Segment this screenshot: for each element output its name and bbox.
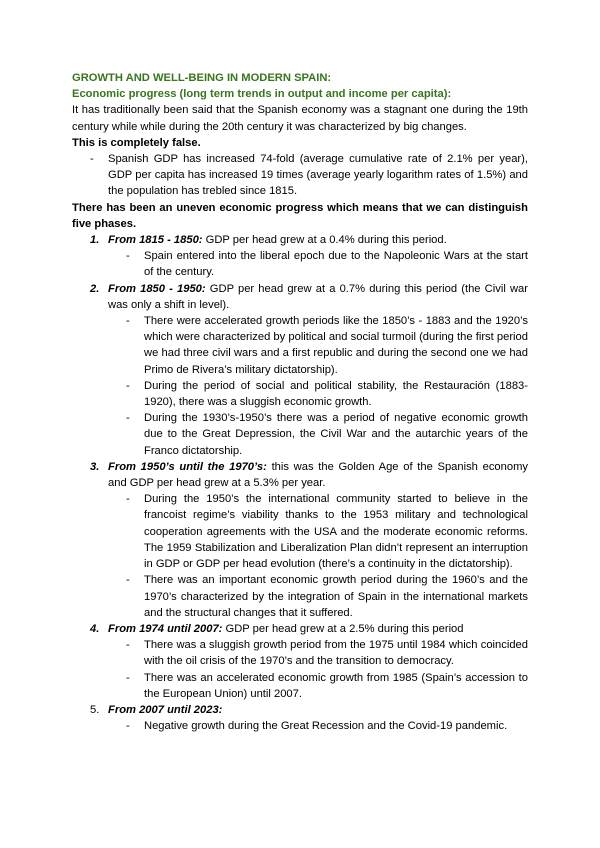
- phase-text: this was the Golden Age of the Spanish economy and GDP per head grew at a 5.3% per year.: [108, 460, 528, 490]
- phase-label: From 1850 - 1950:: [108, 282, 206, 295]
- phase-item: [72, 459, 528, 491]
- bullet-marker: -: [90, 153, 94, 166]
- bullet-marker: -: [126, 379, 130, 392]
- phase-bullet-text: There was an accelerated economic growth from 1985 (Spain’s accession to the European Union) until 2007.: [144, 671, 528, 700]
- phase-item: [72, 702, 528, 718]
- phase-label: From 1974 until 2007:: [108, 622, 223, 635]
- bullet-marker: -: [126, 315, 130, 328]
- phase-bullet-text: There was a sluggish growth period from the 1975 until 1984 which coincided with the oil crisis of the 1970’s and the transition to democracy.: [144, 639, 528, 668]
- phase-bullet: [72, 572, 528, 621]
- phase-bullet: [72, 637, 528, 669]
- phase-bullet-text: During the 1950’s the international community started to believe in the francoist regime’s viability thanks to the 1953 military and technological cooperation agreements with the USA and the moderate economic reforms. The 1959 Stabilization and Liberalization Plan didn’t represent an interruption in GDP or GDP per head evolution (there’s a continuity in the dictatorship).: [144, 493, 528, 571]
- phase-item: [72, 281, 528, 313]
- phase-text: GDP per head grew at a 0.7% during this period (the Civil war was only a shift in level).: [108, 282, 528, 311]
- phase-bullet-text: There were accelerated growth periods like the 1850’s - 1883 and the 1920’s which were characterized by political and social turmoil (during the first period we had three civil wars and a first republic and during the second one we had Primo de Rivera’s military dictatorship).: [144, 315, 528, 376]
- phase-bullet: [72, 313, 528, 378]
- intro-emphasis: This is completely false.: [72, 136, 201, 149]
- phase-bullet-text: Negative growth during the Great Recession and the Covid-19 pandemic.: [144, 720, 508, 733]
- intro-bullet-text: Spanish GDP has increased 74-fold (average cumulative rate of 2.1% per year), GDP per capita has increased 19 times (average yearly logarithm rates of 1.5%) and the population has trebled since 1815.: [108, 153, 528, 198]
- bullet-marker: -: [126, 639, 130, 652]
- phase-bullet: [72, 248, 528, 280]
- phase-number: 5.: [90, 703, 100, 716]
- section-subtitle: Economic progress (long term trends in output and income per capita):: [72, 88, 452, 101]
- phase-item: [72, 232, 528, 248]
- bullet-marker: -: [126, 574, 130, 587]
- phase-bullet: [72, 491, 528, 572]
- bullet-marker: -: [126, 412, 130, 425]
- phase-bullet: [72, 410, 528, 459]
- phase-number: 4.: [90, 622, 100, 635]
- phase-number: 2.: [90, 282, 100, 295]
- phase-label: From 2007 until 2023:: [108, 703, 223, 716]
- intro-paragraph: It has traditionally been said that the Spanish economy was a stagnant one during the 19th century while while during the 20th century it was characterized by big changes.: [72, 104, 528, 133]
- phase-bullet: [72, 378, 528, 410]
- phase-bullet-text: During the period of social and political stability, the Restauración (1883-1920), there was a sluggish economic growth.: [144, 379, 528, 409]
- bullet-marker: -: [126, 493, 130, 506]
- phase-bullet-text: There was an important economic growth period during the 1960’s and the 1970’s characterized by the integration of Spain in the international markets and the structural changes that it suffered.: [144, 574, 528, 619]
- bullet-marker: -: [126, 720, 130, 733]
- phase-bullet-text: During the 1930’s-1950’s there was a period of negative economic growth due to the Great Depression, the Civil War and the autarchic years of the Franco dictatorship.: [144, 412, 528, 457]
- document-page: [72, 70, 528, 734]
- phase-bullet: [72, 718, 528, 734]
- phases-intro: There has been an uneven economic progress which means that we can distinguish five phases.: [72, 201, 528, 230]
- phase-number: 3.: [90, 460, 100, 473]
- phase-text: GDP per head grew at a 0.4% during this period.: [202, 234, 447, 247]
- bullet-marker: -: [126, 671, 130, 684]
- phase-label: From 1815 - 1850:: [108, 234, 203, 247]
- phase-bullet-text: Spain entered into the liberal epoch due to the Napoleonic Wars at the start of the century.: [144, 250, 528, 279]
- phase-bullet: [72, 670, 528, 702]
- bullet-marker: -: [126, 250, 130, 263]
- phase-text: GDP per head grew at a 2.5% during this period: [222, 622, 464, 635]
- phase-label: From 1950’s until the 1970’s:: [108, 460, 267, 473]
- phase-number: 1.: [90, 234, 100, 247]
- intro-bullet: [72, 151, 528, 200]
- document-title: GROWTH AND WELL-BEING IN MODERN SPAIN:: [72, 72, 332, 84]
- phase-item: [72, 621, 528, 637]
